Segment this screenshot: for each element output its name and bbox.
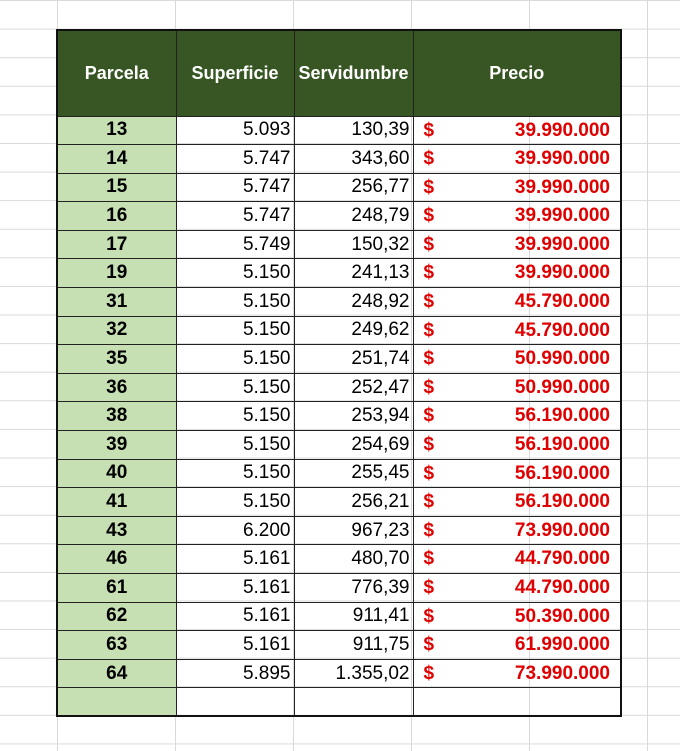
currency-symbol: $ (423, 119, 435, 141)
currency-symbol: $ (423, 548, 435, 570)
superficie-value: 5.895 (242, 662, 291, 684)
parcela-value: 61 (106, 576, 128, 598)
servidumbre-cell[interactable] (294, 574, 413, 603)
superficie-cell[interactable] (176, 545, 294, 574)
servidumbre-value: 967,23 (351, 519, 410, 541)
precio-value: 56.190.000 (514, 434, 610, 456)
table-row (57, 259, 621, 288)
precio-cell[interactable] (413, 230, 621, 259)
precio-value: 61.990.000 (514, 634, 610, 656)
empty-parcela-cell[interactable] (57, 688, 176, 717)
parcela-cell[interactable] (57, 488, 176, 517)
precio-value: 39.990.000 (514, 205, 610, 227)
servidumbre-value: 248,79 (351, 205, 410, 227)
table-row (57, 230, 621, 259)
superficie-cell[interactable] (176, 345, 294, 374)
parcela-value: 43 (106, 519, 128, 541)
parcela-cell[interactable] (57, 259, 176, 288)
precio-value: 45.790.000 (514, 291, 610, 313)
parcela-cell[interactable] (57, 659, 176, 688)
superficie-value: 5.150 (242, 262, 291, 284)
superficie-cell[interactable] (176, 659, 294, 688)
currency-symbol: $ (423, 662, 435, 684)
table-row (57, 345, 621, 374)
servidumbre-cell[interactable] (294, 202, 413, 231)
servidumbre-cell[interactable] (294, 116, 413, 145)
header-precio[interactable]: Precio (413, 30, 621, 116)
superficie-cell[interactable] (176, 373, 294, 402)
parcela-value: 19 (106, 262, 128, 284)
currency-symbol: $ (423, 148, 435, 170)
superficie-cell[interactable] (176, 602, 294, 631)
servidumbre-cell[interactable] (294, 459, 413, 488)
currency-symbol: $ (423, 319, 435, 341)
precio-value: 56.190.000 (514, 462, 610, 484)
parcela-value: 16 (106, 205, 128, 227)
precio-value: 39.990.000 (514, 119, 610, 141)
superficie-cell[interactable] (176, 488, 294, 517)
servidumbre-cell[interactable] (294, 145, 413, 174)
parcela-cell[interactable] (57, 602, 176, 631)
precio-value: 73.990.000 (514, 519, 610, 541)
parcela-value: 39 (106, 433, 128, 455)
parcela-value: 17 (106, 233, 128, 255)
servidumbre-value: 1.355,02 (335, 662, 410, 684)
currency-symbol: $ (423, 262, 435, 284)
superficie-value: 5.150 (242, 462, 291, 484)
superficie-value: 5.150 (242, 290, 291, 312)
precio-cell[interactable] (413, 545, 621, 574)
servidumbre-value: 252,47 (351, 376, 410, 398)
precio-cell[interactable] (413, 202, 621, 231)
servidumbre-cell[interactable] (294, 488, 413, 517)
superficie-value: 5.749 (242, 233, 291, 255)
precio-value: 39.990.000 (514, 233, 610, 255)
currency-symbol: $ (423, 634, 435, 656)
precio-cell[interactable] (413, 345, 621, 374)
table-row (57, 373, 621, 402)
precio-cell[interactable] (413, 116, 621, 145)
parcela-cell[interactable] (57, 345, 176, 374)
superficie-cell[interactable] (176, 116, 294, 145)
servidumbre-cell[interactable] (294, 516, 413, 545)
servidumbre-cell[interactable] (294, 230, 413, 259)
servidumbre-cell[interactable] (294, 345, 413, 374)
precio-value: 44.790.000 (514, 548, 610, 570)
servidumbre-value: 256,77 (351, 176, 410, 198)
parcela-value: 64 (106, 662, 128, 684)
currency-symbol: $ (423, 233, 435, 255)
superficie-value: 5.747 (242, 205, 291, 227)
superficie-cell[interactable] (176, 574, 294, 603)
currency-symbol: $ (423, 405, 435, 427)
superficie-value: 5.150 (242, 433, 291, 455)
precio-cell[interactable] (413, 459, 621, 488)
precio-cell[interactable] (413, 316, 621, 345)
table-row (57, 145, 621, 174)
currency-symbol: $ (423, 434, 435, 456)
precio-value: 50.390.000 (514, 605, 610, 627)
precio-cell[interactable] (413, 602, 621, 631)
superficie-value: 5.150 (242, 405, 291, 427)
superficie-value: 5.161 (242, 605, 291, 627)
table-row (57, 516, 621, 545)
precio-value: 39.990.000 (514, 262, 610, 284)
servidumbre-cell[interactable] (294, 659, 413, 688)
servidumbre-cell[interactable] (294, 259, 413, 288)
table-row (57, 459, 621, 488)
superficie-cell[interactable] (176, 459, 294, 488)
parcela-value: 41 (106, 491, 128, 513)
precio-cell[interactable] (413, 488, 621, 517)
servidumbre-value: 248,92 (351, 290, 410, 312)
superficie-cell[interactable] (176, 316, 294, 345)
parcela-cell[interactable] (57, 631, 176, 660)
precio-value: 50.990.000 (514, 376, 610, 398)
servidumbre-cell[interactable] (294, 402, 413, 431)
superficie-cell[interactable] (176, 173, 294, 202)
superficie-value: 5.161 (242, 633, 291, 655)
parcela-value: 14 (106, 147, 128, 169)
precio-cell[interactable] (413, 288, 621, 317)
parcela-cell[interactable] (57, 202, 176, 231)
currency-symbol: $ (423, 291, 435, 313)
servidumbre-value: 480,70 (351, 548, 410, 570)
precio-cell[interactable] (413, 516, 621, 545)
precio-cell[interactable] (413, 173, 621, 202)
precio-cell[interactable] (413, 145, 621, 174)
servidumbre-cell[interactable] (294, 545, 413, 574)
servidumbre-cell[interactable] (294, 288, 413, 317)
parcela-value: 62 (106, 605, 128, 627)
parcela-value: 40 (106, 462, 128, 484)
currency-symbol: $ (423, 205, 435, 227)
table-row (57, 202, 621, 231)
parcela-cell[interactable] (57, 516, 176, 545)
parcela-cell[interactable] (57, 574, 176, 603)
currency-symbol: $ (423, 577, 435, 598)
table-row (57, 631, 621, 660)
currency-symbol: $ (423, 176, 435, 198)
servidumbre-value: 251,74 (351, 348, 410, 370)
superficie-value: 5.161 (242, 576, 291, 598)
servidumbre-value: 150,32 (351, 233, 410, 255)
currency-symbol: $ (423, 462, 435, 484)
parcela-cell[interactable] (57, 431, 176, 460)
superficie-value: 5.161 (242, 548, 291, 570)
servidumbre-value: 255,45 (351, 462, 410, 484)
parcela-cell[interactable] (57, 316, 176, 345)
precio-value: 50.990.000 (514, 348, 610, 370)
parcela-value: 63 (106, 633, 128, 655)
servidumbre-value: 253,94 (351, 405, 410, 427)
parcela-value: 38 (106, 405, 128, 427)
servidumbre-cell[interactable] (294, 602, 413, 631)
table-row (57, 431, 621, 460)
precio-value: 39.990.000 (514, 176, 610, 198)
header-row (57, 30, 621, 116)
superficie-value: 5.093 (242, 119, 291, 141)
table-row (57, 173, 621, 202)
superficie-value: 5.150 (242, 348, 291, 370)
precio-value: 56.190.000 (514, 491, 610, 513)
servidumbre-value: 249,62 (351, 319, 410, 341)
precio-cell[interactable] (413, 659, 621, 688)
servidumbre-value: 776,39 (351, 576, 410, 598)
parcela-cell[interactable] (57, 145, 176, 174)
parcela-cell[interactable] (57, 459, 176, 488)
table-row (57, 316, 621, 345)
superficie-cell[interactable] (176, 202, 294, 231)
currency-symbol: $ (423, 491, 435, 513)
precio-cell[interactable] (413, 631, 621, 660)
parcela-cell[interactable] (57, 173, 176, 202)
table-row (57, 288, 621, 317)
currency-symbol: $ (423, 605, 435, 627)
table-row (57, 116, 621, 145)
currency-symbol: $ (423, 519, 435, 541)
servidumbre-cell[interactable] (294, 316, 413, 345)
superficie-value: 5.150 (242, 376, 291, 398)
precio-value: 44.790.000 (514, 577, 610, 598)
superficie-value: 6.200 (242, 519, 291, 541)
superficie-cell[interactable] (176, 402, 294, 431)
header-parcela[interactable]: Parcela (57, 30, 176, 116)
superficie-cell[interactable] (176, 516, 294, 545)
servidumbre-value: 911,75 (352, 633, 410, 655)
servidumbre-value: 254,69 (351, 433, 410, 455)
superficie-cell[interactable] (176, 631, 294, 660)
precio-value: 45.790.000 (514, 319, 610, 341)
precio-cell[interactable] (413, 373, 621, 402)
table-row (57, 488, 621, 517)
precio-cell[interactable] (413, 574, 621, 603)
parcela-value: 35 (106, 348, 128, 370)
parcela-value: 31 (106, 290, 128, 312)
header-servidumbre[interactable]: Servidumbre (294, 30, 413, 116)
empty-superficie-cell[interactable] (176, 688, 294, 717)
currency-symbol: $ (423, 348, 435, 370)
empty-precio-cell[interactable] (413, 688, 621, 717)
parcela-cell[interactable] (57, 545, 176, 574)
parcela-cell[interactable] (57, 230, 176, 259)
precio-value: 56.190.000 (514, 405, 610, 427)
superficie-cell[interactable] (176, 431, 294, 460)
precio-cell[interactable] (413, 402, 621, 431)
superficie-cell[interactable] (176, 288, 294, 317)
superficie-value: 5.150 (242, 491, 291, 513)
superficie-value: 5.747 (242, 147, 291, 169)
servidumbre-value: 911,41 (352, 605, 410, 627)
empty-servidumbre-cell[interactable] (294, 688, 413, 717)
table-row (57, 545, 621, 574)
parcela-cell[interactable] (57, 402, 176, 431)
parcela-cell[interactable] (57, 116, 176, 145)
superficie-value: 5.150 (242, 319, 291, 341)
empty-row (57, 688, 621, 717)
servidumbre-value: 130,39 (351, 119, 410, 141)
superficie-value: 5.747 (242, 176, 291, 198)
superficie-cell[interactable] (176, 230, 294, 259)
table-row (57, 574, 621, 603)
servidumbre-value: 241,13 (351, 262, 410, 284)
superficie-cell[interactable] (176, 259, 294, 288)
header-superficie[interactable]: Superficie (176, 30, 294, 116)
parcela-cell[interactable] (57, 288, 176, 317)
precio-value: 73.990.000 (514, 662, 610, 684)
servidumbre-cell[interactable] (294, 173, 413, 202)
precio-value: 39.990.000 (514, 148, 610, 170)
table-row (57, 402, 621, 431)
currency-symbol: $ (423, 376, 435, 398)
precio-cell[interactable] (413, 431, 621, 460)
table-row (57, 659, 621, 688)
precio-cell[interactable] (413, 259, 621, 288)
servidumbre-value: 343,60 (351, 147, 410, 169)
parcel-price-table (56, 29, 622, 717)
superficie-cell[interactable] (176, 145, 294, 174)
servidumbre-cell[interactable] (294, 373, 413, 402)
servidumbre-cell[interactable] (294, 431, 413, 460)
table-body (57, 116, 621, 716)
parcela-value: 32 (106, 319, 128, 341)
parcela-value: 13 (106, 119, 128, 141)
parcela-value: 15 (106, 176, 128, 198)
servidumbre-value: 256,21 (351, 491, 410, 513)
table-row (57, 602, 621, 631)
servidumbre-cell[interactable] (294, 631, 413, 660)
parcela-cell[interactable] (57, 373, 176, 402)
parcela-value: 36 (106, 376, 128, 398)
parcela-value: 46 (106, 548, 128, 570)
